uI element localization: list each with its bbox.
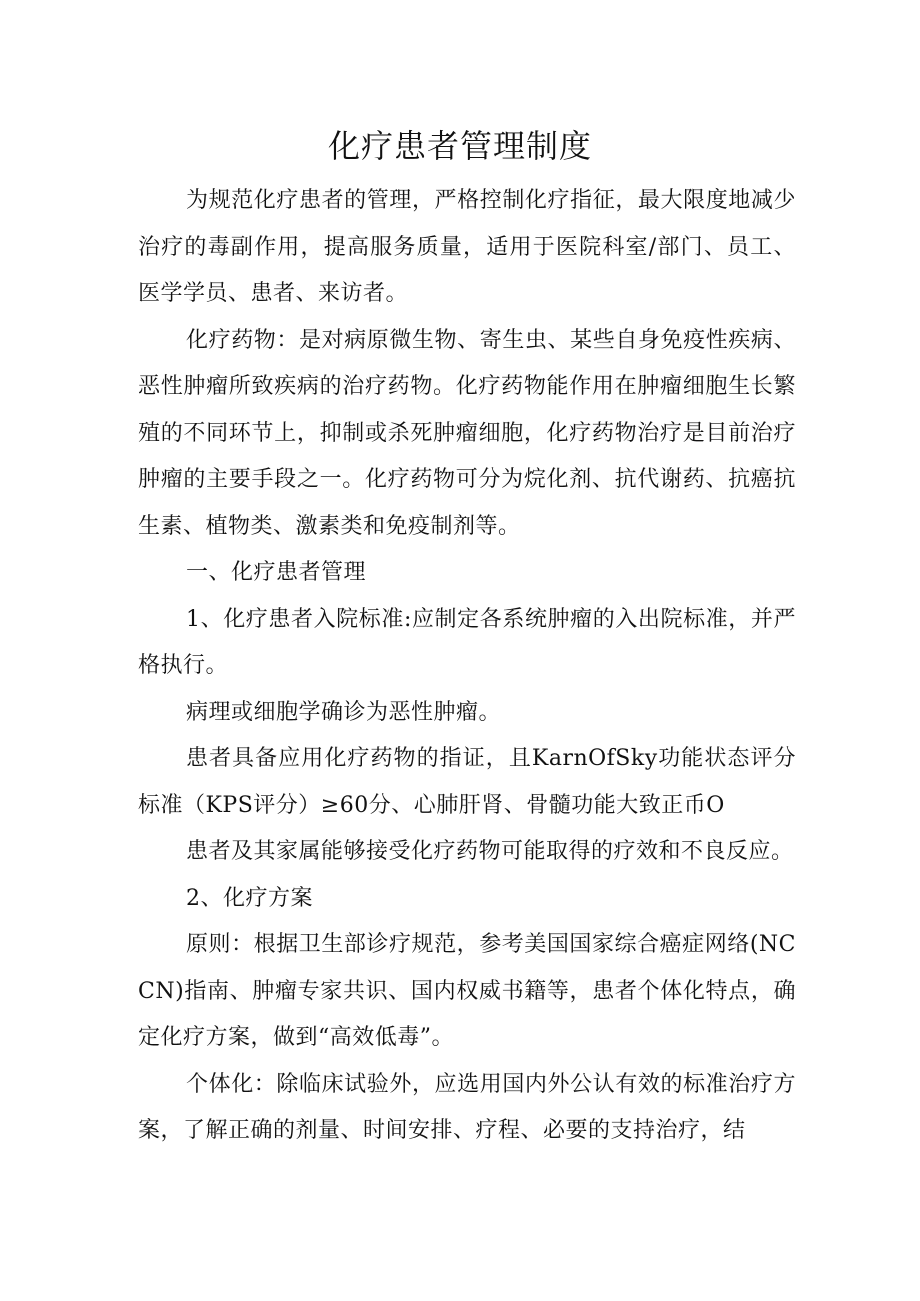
paragraph-individualization: 个体化：除临床试验外，应选用国内外公认有效的标准治疗方案，了解正确的剂量、时间安排、疗程、必要的支持治疗，结 [138,1071,796,1143]
paragraph-principle: 原则：根据卫生部诊疗规范，参考美国国家综合癌症网络(NCCN)指南、肿瘤专家共识、国内权威书籍等，患者个体化特点，确定化疗方案，做到“高效低毒”。 [138,932,796,1050]
paragraph-diagnosis: 病理或细胞学确诊为恶性肿瘤。 [186,699,502,725]
paragraph-admission-criteria: 1、化疗患者入院标准:应制定各系统肿瘤的入出院标准，并严格执行。 [138,606,796,678]
paragraph-consent: 患者及其家属能够接受化疗药物可能取得的疗效和不良反应。 [186,839,794,864]
paragraph-intro: 为规范化疗患者的管理，严格控制化疗指征，最大限度地减少治疗的毒副作用，提高服务质量，适用于医院科室/部门、员工、医学学员、患者、来访者。 [138,188,796,306]
document-body [138,178,796,1155]
paragraph-indications: 患者具备应用化疗药物的指证，且KarnOfSky功能状态评分标准（KPS评分）≥60分、心肺肝肾、骨髓功能大致正币O [138,746,796,818]
section-heading-patient-management: 一、化疗患者管理 [186,560,367,585]
section-heading-regimen: 2、化疗方案 [186,885,313,911]
paragraph-definition: 化疗药物：是对病原微生物、寄生虫、某些自身免疫性疾病、恶性肿瘤所致疾病的治疗药物。化疗药物能作用在肿瘤细胞生长繁殖的不同环节上，抑制或杀死肿瘤细胞，化疗药物治疗是目前治疗肿瘤的主要手段之一。化疗药物可分为烷化剂、抗代谢药、抗癌抗生素、植物类、激素类和免疫制剂等。 [138,327,796,539]
document-title: 化疗患者管理制度 [327,127,592,165]
